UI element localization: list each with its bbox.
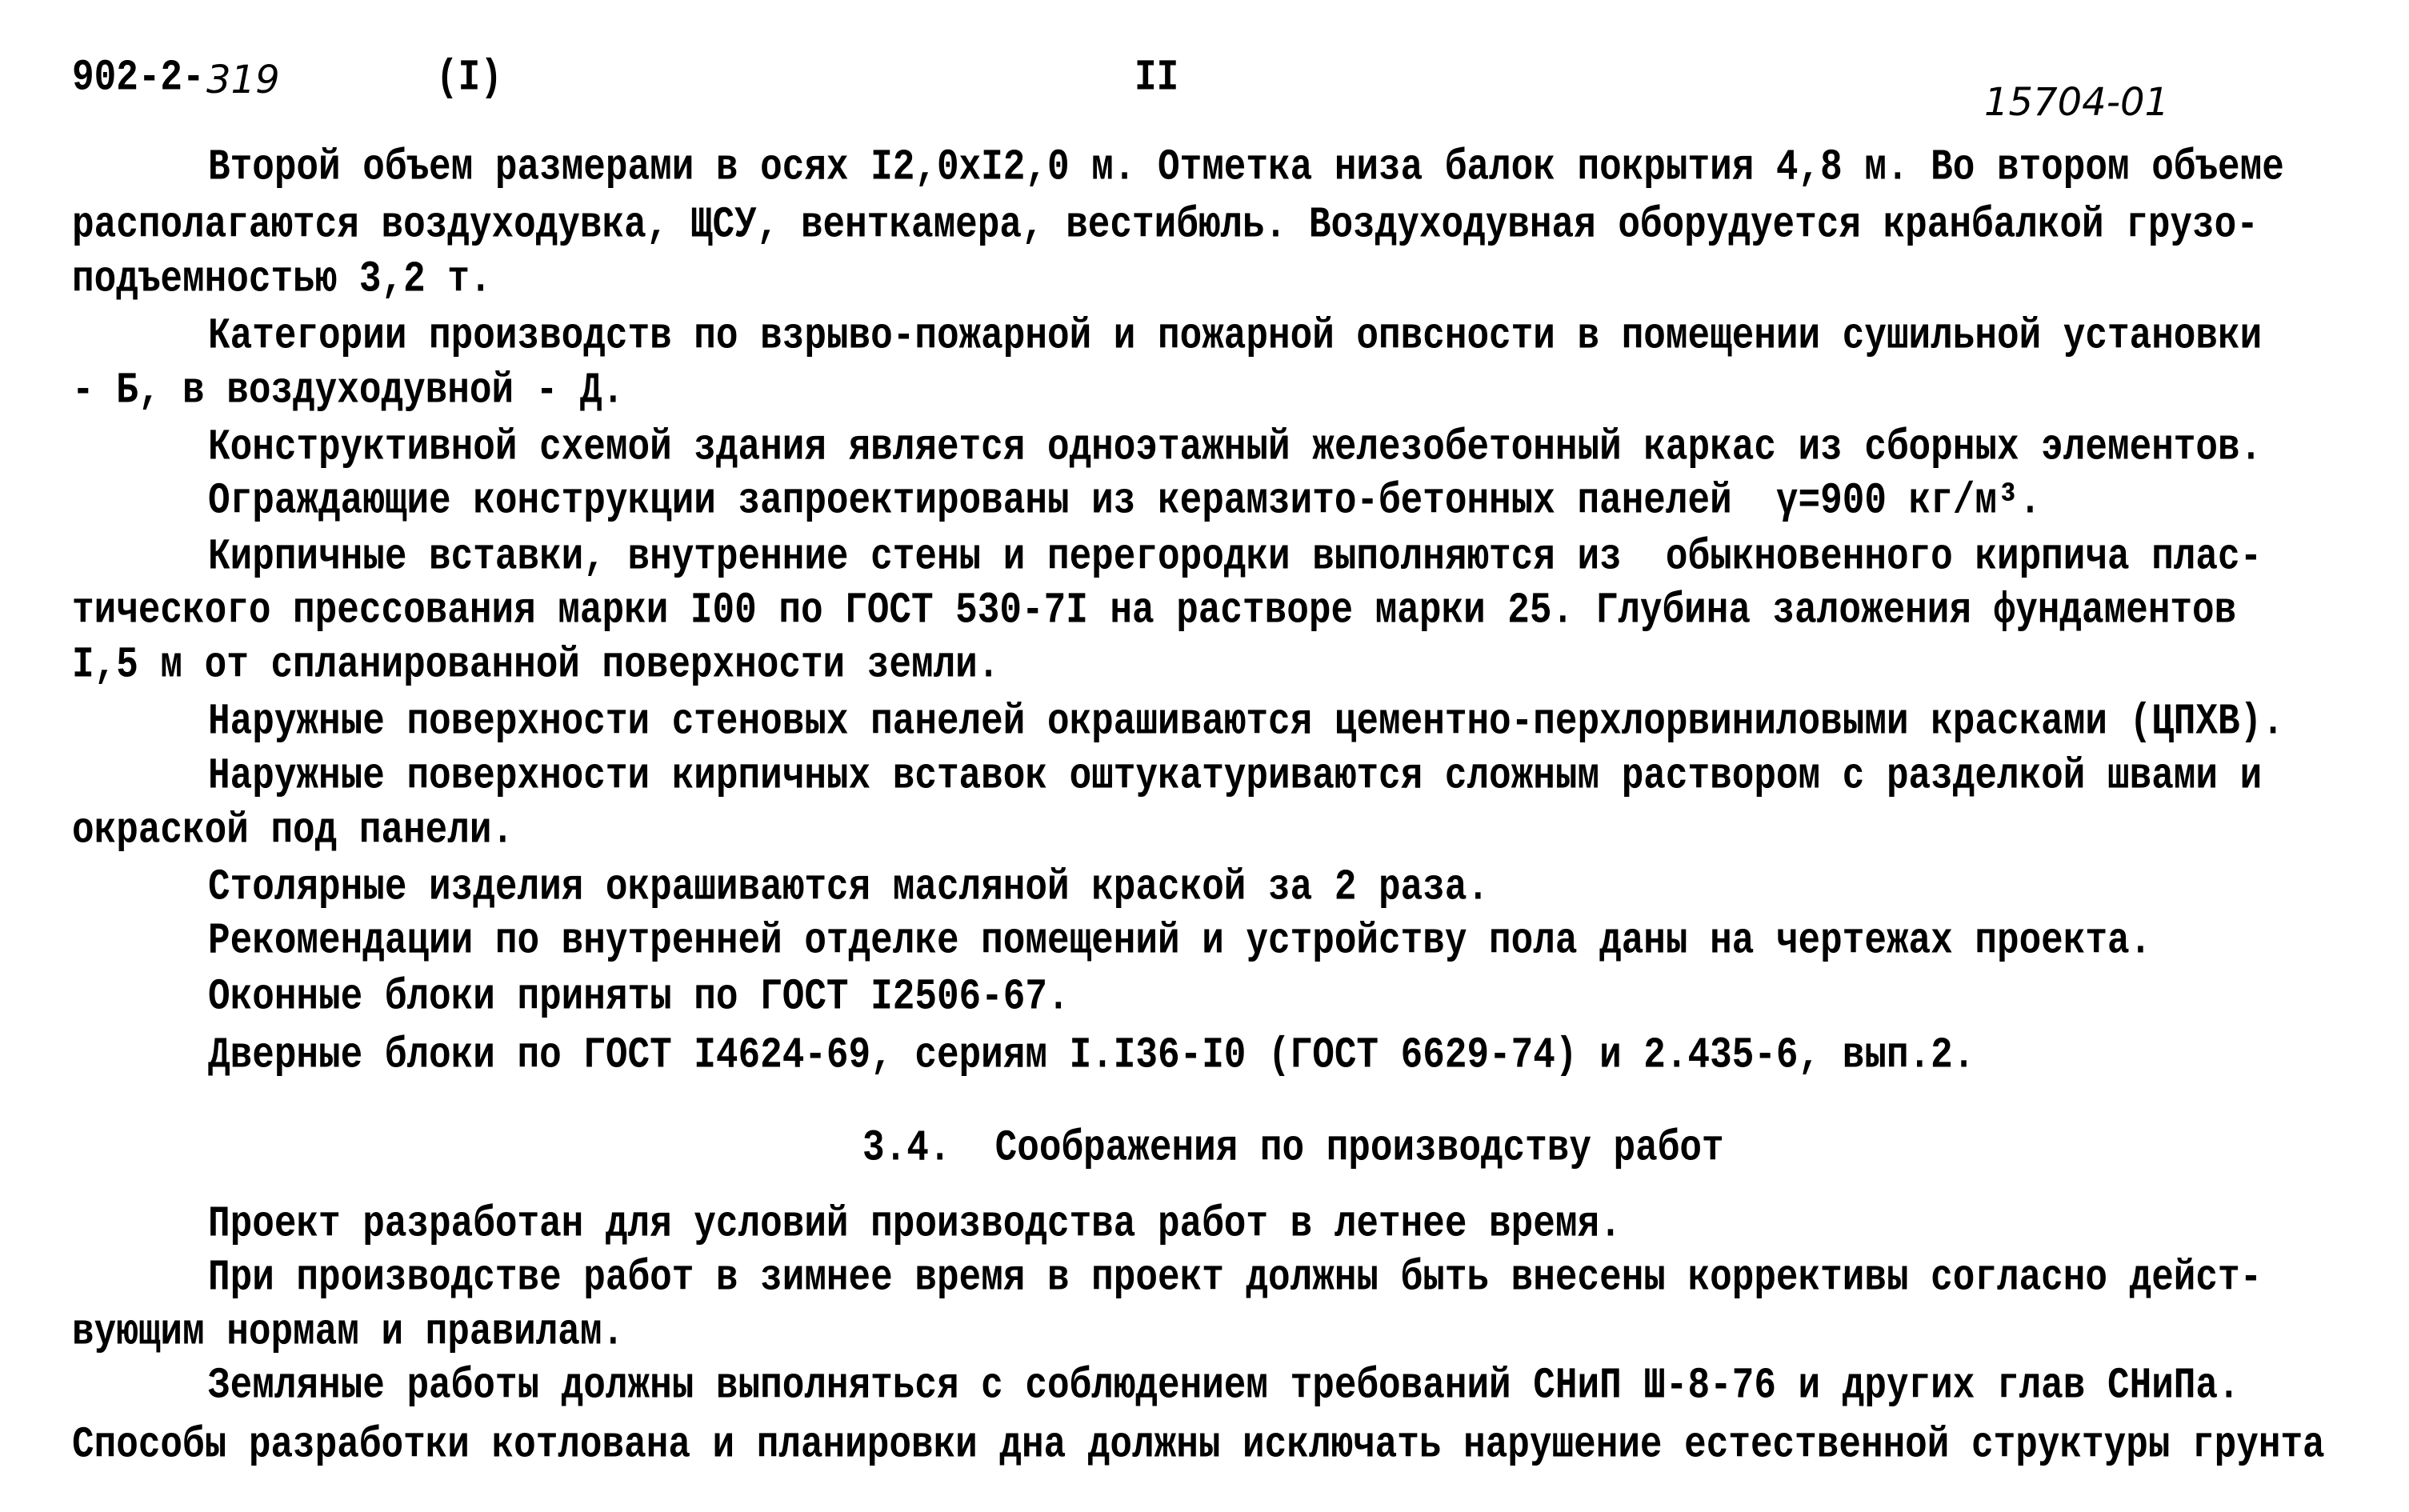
paragraph-line: - Б, в воздуходувной - Д. [72, 366, 625, 415]
paragraph-line: Кирпичные вставки, внутренние стены и перегородки выполняются из обыкновенного кирпича плас- [208, 532, 2263, 582]
paragraph-line: Ограждающие конструкции запроектированы из керамзито-бетонных панелей γ=900 кг/м³. [208, 476, 2042, 526]
paragraph-line: располагаются воздуходувка, ЩСУ, венткамера, вестибюль. Воздуходувная оборудуется кранбалкой грузо- [72, 200, 2259, 250]
paragraph-line: Наружные поверхности кирпичных вставок оштукатуриваются сложным раствором с разделкой швами и [208, 751, 2263, 801]
paragraph-line: вующим нормам и правилам. [72, 1307, 625, 1357]
page-number: II [1134, 53, 1179, 102]
paragraph-line: Способы разработки котлована и планировки дна должны исключать нарушение естественной структуры грунта [72, 1420, 2325, 1470]
paragraph-line: Земляные работы должны выполняться с соблюдением требований СНиП Ш-8-76 и других глав СНиПа. [208, 1361, 2240, 1410]
paragraph-line: окраской под панели. [72, 806, 514, 855]
paragraph-line: Конструктивной схемой здания является одноэтажный железобетонный каркас из сборных элементов. [208, 422, 2263, 472]
volume-label: (I) [436, 53, 502, 102]
doc-number-handwritten: 319 [206, 58, 280, 102]
paragraph-line: Категории производств по взрыво-пожарной и пожарной опвсности в помещении сушильной установки [208, 311, 2263, 361]
paragraph-line: тического прессования марки I00 по ГОСТ 530-7I на растворе марки 25. Глубина заложения фундаментов [72, 586, 2237, 635]
inventory-number-handwritten: 15704-01 [1984, 80, 2170, 125]
doc-number: 902-2- [72, 53, 205, 102]
paragraph-line: I,5 м от спланированной поверхности земли. [72, 640, 1000, 690]
paragraph-line: Дверные блоки по ГОСТ I4624-69, сериям I.I36-I0 (ГОСТ 6629-74) и 2.435-6, вып.2. [208, 1030, 1975, 1080]
paragraph-line: Проект разработан для условий производства работ в летнее время. [208, 1199, 1622, 1249]
paragraph-line: подъемностью 3,2 т. [72, 254, 492, 304]
paragraph-line: Наружные поверхности стеновых панелей окрашиваются цементно-перхлорвиниловыми красками (ЦПХВ). [208, 697, 2284, 746]
paragraph-line: Столярные изделия окрашиваются масляной краской за 2 раза. [208, 862, 1490, 912]
paragraph-line: При производстве работ в зимнее время в проект должны быть внесены коррективы согласно дейст- [208, 1253, 2263, 1302]
paragraph-line: Оконные блоки приняты по ГОСТ I2506-67. [208, 972, 1070, 1022]
paragraph-line: Рекомендации по внутренней отделке помещений и устройству пола даны на чертежах проекта. [208, 916, 2152, 966]
section-heading: 3.4. Соображения по производству работ [862, 1123, 1724, 1173]
paragraph-line: Второй объем размерами в осях I2,0хI2,0 м. Отметка низа балок покрытия 4,8 м. Во втором объеме [208, 142, 2284, 192]
